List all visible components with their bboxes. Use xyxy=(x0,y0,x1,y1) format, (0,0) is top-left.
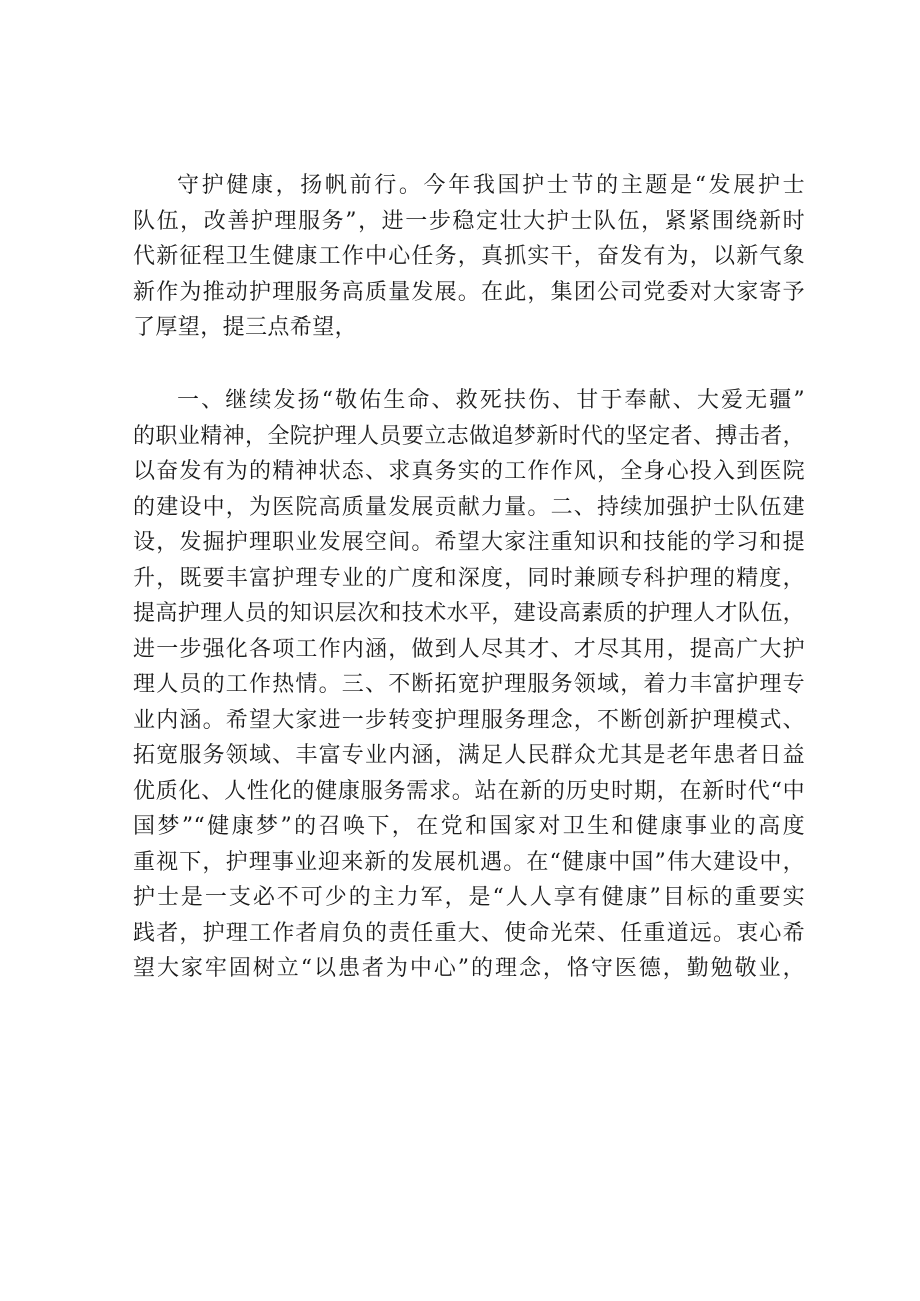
text-line: 队伍，改善护理服务”，进一步稳定壮大护士队伍，紧紧围绕新时 xyxy=(133,208,805,234)
text-line: 一、继续发扬“敬佑生命、救死扶伤、甘于奉献、大爱无疆” xyxy=(177,388,805,413)
text-line: 提高护理人员的知识层次和技术水平，建设高素质的护理人才队伍， xyxy=(133,601,806,626)
text-line: 业内涵。希望大家进一步转变护理服务理念，不断创新护理模式、 xyxy=(133,707,805,733)
text-line: 守护健康，扬帆前行。今年我国护士节的主题是“发展护士 xyxy=(177,173,805,198)
text-line: 国梦”“健康梦”的召唤下，在党和国家对卫生和健康事业的高度 xyxy=(133,814,805,839)
paragraph-1 xyxy=(133,168,805,346)
text-line: 代新征程卫生健康工作中心任务，真抓实干，奋发有为，以新气象 xyxy=(133,244,805,269)
text-line: 重视下，护理事业迎来新的发展机遇。在“健康中国”伟大建设中， xyxy=(133,849,805,875)
text-line: 以奋发有为的精神状态、求真务实的工作作风，全身心投入到医院 xyxy=(133,459,805,484)
text-line: 设，发掘护理职业发展空间。希望大家注重知识和技能的学习和提 xyxy=(133,530,805,555)
text-line: 升，既要丰富护理专业的广度和深度，同时兼顾专科护理的精度， xyxy=(133,565,805,591)
text-line: 新作为推动护理服务高质量发展。在此，集团公司党委对大家寄予 xyxy=(133,279,805,305)
text-line: 护士是一支必不可少的主力军，是“人人享有健康”目标的重要实 xyxy=(133,885,805,910)
text-line: 的职业精神，全院护理人员要立志做追梦新时代的坚定者、搏击者， xyxy=(133,423,806,449)
text-line: 望大家牢固树立“以患者为中心”的理念，恪守医德，勤勉敬业， xyxy=(133,956,805,981)
paragraph-2 xyxy=(133,383,805,987)
text-line: 了厚望，提三点希望， xyxy=(133,315,358,340)
text-line: 的建设中，为医院高质量发展贡献力量。二、持续加强护士队伍建 xyxy=(133,494,805,520)
text-line: 理人员的工作热情。三、不断拓宽护理服务领域，着力丰富护理专 xyxy=(133,672,805,697)
text-line: 践者，护理工作者肩负的责任重大、使命光荣、任重道远。衷心希 xyxy=(133,920,805,946)
text-line: 优质化、人性化的健康服务需求。站在新的历史时期，在新时代“中 xyxy=(133,778,805,804)
text-line: 进一步强化各项工作内涵，做到人尽其才、才尽其用，提高广大护 xyxy=(133,636,805,662)
text-line: 拓宽服务领域、丰富专业内涵，满足人民群众尤其是老年患者日益 xyxy=(133,743,805,768)
